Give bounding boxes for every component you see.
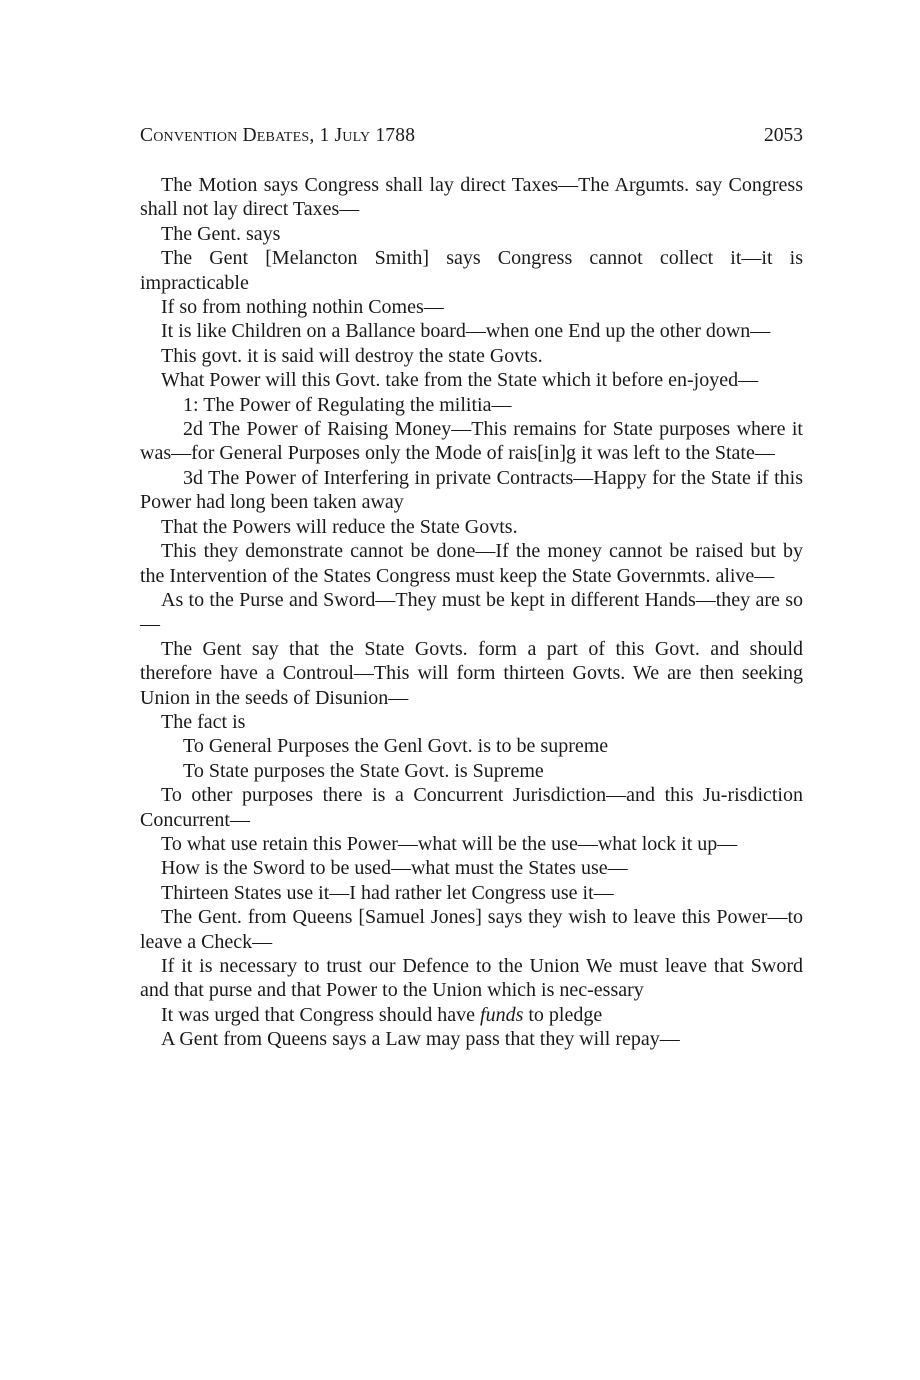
paragraph: That the Powers will reduce the State Govts. xyxy=(161,515,518,538)
paragraph-text-after: to pledge xyxy=(523,1003,603,1026)
paragraph: The Motion says Congress shall lay direct Taxes—The Argumts. say Congress shall not lay direct Taxes— xyxy=(140,174,803,221)
indented-line: To State purposes the State Govt. is Supreme xyxy=(183,759,544,782)
paragraph: As to the Purse and Sword—They must be kept in different Hands—they are so— xyxy=(140,588,803,636)
paragraph: If it is necessary to trust our Defence to the Union We must leave that Sword and that purse and that Power to the Union which is nec-essary xyxy=(140,955,803,1002)
paragraph: The Gent. from Queens [Samuel Jones] says they wish to leave this Power—to leave a Check— xyxy=(140,906,803,953)
paragraph: Thirteen States use it—I had rather let Congress use it— xyxy=(161,881,614,904)
paragraph: If so from nothing nothin Comes— xyxy=(161,296,444,319)
paragraph: What Power will this Govt. take from the State which it before en-joyed— xyxy=(161,369,759,392)
paragraph: The Gent say that the State Govts. form a part of this Govt. and should therefore have a Controul—This will form thirteen Govts. We are then seeking Union in the seeds of Disunion— xyxy=(140,637,803,709)
paragraph: How is the Sword to be used—what must the States use— xyxy=(161,857,628,880)
paragraph-text-before: It was urged that Congress should have xyxy=(161,1003,481,1026)
paragraph: The fact is xyxy=(161,710,246,733)
list-item: 3d The Power of Interfering in private Contracts—Happy for the State if this Power had long been taken away xyxy=(140,466,803,514)
paragraph: It is like Children on a Ballance board—when one End up the other down— xyxy=(161,320,771,343)
paragraph xyxy=(140,1003,803,1027)
paragraph: This they demonstrate cannot be done—If the money cannot be raised but by the Intervention of the States Congress must keep the State Governmts. alive— xyxy=(140,540,803,587)
indented-line: To General Purposes the Genl Govt. is to be supreme xyxy=(183,735,609,758)
running-head xyxy=(140,122,803,150)
paragraph: To what use retain this Power—what will be the use—what lock it up— xyxy=(161,832,738,855)
paragraph: The Gent. says xyxy=(161,222,281,245)
page-number: 2053 xyxy=(764,125,803,146)
italic-word: funds xyxy=(480,1003,524,1026)
paragraph: A Gent from Queens says a Law may pass that they will repay— xyxy=(161,1028,680,1051)
paragraph: To other purposes there is a Concurrent Jurisdiction—and this Ju-risdiction Concurrent— xyxy=(140,784,803,831)
running-head-title: Convention Debates, 1 July 1788 xyxy=(140,125,416,146)
list-item: 1: The Power of Regulating the militia— xyxy=(183,393,512,416)
paragraph: This govt. it is said will destroy the state Govts. xyxy=(161,344,543,367)
list-item: 2d The Power of Raising Money—This remains for State purposes where it was—for General Purposes only the Mode of rais[in]g it was left to the State— xyxy=(140,418,803,465)
paragraph: The Gent [Melancton Smith] says Congress cannot collect it—it is impracticable xyxy=(140,247,803,294)
body-text xyxy=(140,173,803,1052)
